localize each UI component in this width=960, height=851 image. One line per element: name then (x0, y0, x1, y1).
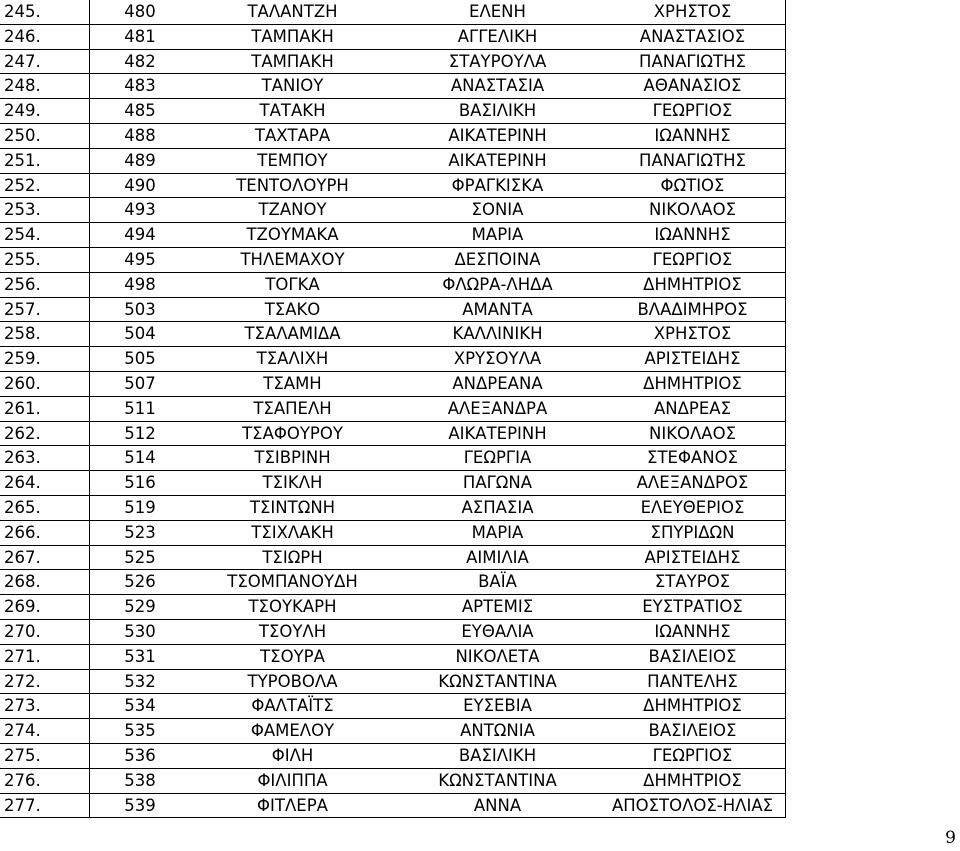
row-surname-cell: ΤΣΟΥΛΗ (190, 619, 395, 644)
table-row (0, 148, 786, 173)
table-row (0, 123, 786, 148)
table-row (0, 24, 786, 49)
row-father-name-cell: ΓΕΩΡΓΙΟΣ (600, 743, 786, 768)
row-surname-cell: ΤΣΑΦΟΥΡΟΥ (190, 421, 395, 446)
row-position-cell: 247. (0, 49, 90, 74)
table-row (0, 719, 786, 744)
row-father-name-cell: ΠΑΝΤΕΛΗΣ (600, 669, 786, 694)
row-father-name-cell: ΙΩΑΝΝΗΣ (600, 123, 786, 148)
row-father-name-cell: ΓΕΩΡΓΙΟΣ (600, 99, 786, 124)
row-first-name-cell: ΑΝΤΩΝΙΑ (395, 719, 600, 744)
row-position-cell: 259. (0, 347, 90, 372)
table-row (0, 198, 786, 223)
row-first-name-cell: ΑΙΚΑΤΕΡΙΝΗ (395, 123, 600, 148)
row-first-name-cell: ΚΑΛΛΙΝΙΚΗ (395, 322, 600, 347)
row-position-cell: 258. (0, 322, 90, 347)
table-row (0, 74, 786, 99)
row-position-cell: 277. (0, 793, 90, 818)
row-code-cell: 498 (90, 272, 191, 297)
row-position-cell: 256. (0, 272, 90, 297)
row-father-name-cell: ΑΡΙΣΤΕΙΔΗΣ (600, 347, 786, 372)
row-code-cell: 490 (90, 173, 191, 198)
row-code-cell: 530 (90, 619, 191, 644)
row-code-cell: 539 (90, 793, 191, 818)
row-first-name-cell: ΝΙΚΟΛΕΤΑ (395, 644, 600, 669)
row-surname-cell: ΤΟΓΚΑ (190, 272, 395, 297)
table-row (0, 322, 786, 347)
row-surname-cell: ΤΕΝΤΟΛΟΥΡΗ (190, 173, 395, 198)
row-code-cell: 511 (90, 396, 191, 421)
row-first-name-cell: ΑΝΑΣΤΑΣΙΑ (395, 74, 600, 99)
row-position-cell: 267. (0, 545, 90, 570)
row-position-cell: 265. (0, 495, 90, 520)
row-first-name-cell: ΒΑΪΑ (395, 570, 600, 595)
table-row (0, 347, 786, 372)
row-surname-cell: ΤΑΝΙΟΥ (190, 74, 395, 99)
row-father-name-cell: ΓΕΩΡΓΙΟΣ (600, 247, 786, 272)
row-code-cell: 535 (90, 719, 191, 744)
row-father-name-cell: ΔΗΜΗΤΡΙΟΣ (600, 272, 786, 297)
row-first-name-cell: ΑΛΕΞΑΝΔΡΑ (395, 396, 600, 421)
row-first-name-cell: ΣΟΝΙΑ (395, 198, 600, 223)
row-surname-cell: ΤΣΟΥΡΑ (190, 644, 395, 669)
row-first-name-cell: ΦΡΑΓΚΙΣΚΑ (395, 173, 600, 198)
row-surname-cell: ΤΗΛΕΜΑΧΟΥ (190, 247, 395, 272)
table-row (0, 793, 786, 818)
row-surname-cell: ΤΖΑΝΟΥ (190, 198, 395, 223)
row-code-cell: 494 (90, 223, 191, 248)
row-father-name-cell: ΑΝΔΡΕΑΣ (600, 396, 786, 421)
row-father-name-cell: ΑΝΑΣΤΑΣΙΟΣ (600, 24, 786, 49)
row-position-cell: 271. (0, 644, 90, 669)
row-code-cell: 495 (90, 247, 191, 272)
row-first-name-cell: ΕΥΘΑΛΙΑ (395, 619, 600, 644)
row-first-name-cell: ΜΑΡΙΑ (395, 520, 600, 545)
row-position-cell: 276. (0, 768, 90, 793)
row-first-name-cell: ΒΑΣΙΛΙΚΗ (395, 99, 600, 124)
row-first-name-cell: ΔΕΣΠΟΙΝΑ (395, 247, 600, 272)
row-first-name-cell: ΣΤΑΥΡΟΥΛΑ (395, 49, 600, 74)
row-first-name-cell: ΧΡΥΣΟΥΛΑ (395, 347, 600, 372)
row-code-cell: 519 (90, 495, 191, 520)
row-surname-cell: ΤΣΑΜΗ (190, 371, 395, 396)
row-first-name-cell: ΠΑΓΩΝΑ (395, 471, 600, 496)
table-row (0, 49, 786, 74)
row-father-name-cell: ΠΑΝΑΓΙΩΤΗΣ (600, 49, 786, 74)
row-code-cell: 531 (90, 644, 191, 669)
row-first-name-cell: ΚΩΝΣΤΑΝΤΙΝΑ (395, 669, 600, 694)
table-row (0, 0, 786, 24)
row-father-name-cell: ΙΩΑΝΝΗΣ (600, 619, 786, 644)
row-surname-cell: ΤΣΟΥΚΑΡΗ (190, 595, 395, 620)
row-father-name-cell: ΕΥΣΤΡΑΤΙΟΣ (600, 595, 786, 620)
row-surname-cell: ΦΙΛΗ (190, 743, 395, 768)
row-code-cell: 481 (90, 24, 191, 49)
row-surname-cell: ΤΑΤΑΚΗ (190, 99, 395, 124)
table-row (0, 99, 786, 124)
row-position-cell: 250. (0, 123, 90, 148)
row-surname-cell: ΤΑΜΠΑΚΗ (190, 24, 395, 49)
table-row (0, 768, 786, 793)
row-surname-cell: ΦΙΛΙΠΠΑ (190, 768, 395, 793)
row-code-cell: 525 (90, 545, 191, 570)
row-father-name-cell: ΒΑΣΙΛΕΙΟΣ (600, 644, 786, 669)
row-surname-cell: ΤΣΑΛΑΜΙΔΑ (190, 322, 395, 347)
row-position-cell: 264. (0, 471, 90, 496)
row-surname-cell: ΤΑΧΤΑΡΑ (190, 123, 395, 148)
row-code-cell: 493 (90, 198, 191, 223)
table-row (0, 173, 786, 198)
row-position-cell: 273. (0, 694, 90, 719)
row-father-name-cell: ΠΑΝΑΓΙΩΤΗΣ (600, 148, 786, 173)
row-code-cell: 480 (90, 0, 191, 24)
table-row (0, 247, 786, 272)
row-code-cell: 534 (90, 694, 191, 719)
row-position-cell: 260. (0, 371, 90, 396)
row-code-cell: 507 (90, 371, 191, 396)
row-first-name-cell: ΒΑΣΙΛΙΚΗ (395, 743, 600, 768)
row-father-name-cell: ΝΙΚΟΛΑΟΣ (600, 198, 786, 223)
row-position-cell: 251. (0, 148, 90, 173)
row-father-name-cell: ΣΤΑΥΡΟΣ (600, 570, 786, 595)
row-first-name-cell: ΑΝΝΑ (395, 793, 600, 818)
row-surname-cell: ΤΖΟΥΜΑΚΑ (190, 223, 395, 248)
table-row (0, 272, 786, 297)
row-position-cell: 268. (0, 570, 90, 595)
row-surname-cell: ΤΣΑΛΙΧΗ (190, 347, 395, 372)
row-first-name-cell: ΜΑΡΙΑ (395, 223, 600, 248)
table-row (0, 446, 786, 471)
row-surname-cell: ΤΣΙΚΛΗ (190, 471, 395, 496)
table-row (0, 694, 786, 719)
row-father-name-cell: ΦΩΤΙΟΣ (600, 173, 786, 198)
row-position-cell: 270. (0, 619, 90, 644)
row-surname-cell: ΦΑΜΕΛΟΥ (190, 719, 395, 744)
row-code-cell: 532 (90, 669, 191, 694)
row-code-cell: 523 (90, 520, 191, 545)
table-row (0, 471, 786, 496)
table-row (0, 669, 786, 694)
row-code-cell: 526 (90, 570, 191, 595)
row-father-name-cell: ΧΡΗΣΤΟΣ (600, 0, 786, 24)
table-row (0, 396, 786, 421)
row-first-name-cell: ΑΙΚΑΤΕΡΙΝΗ (395, 148, 600, 173)
row-father-name-cell: ΔΗΜΗΤΡΙΟΣ (600, 371, 786, 396)
table-row (0, 421, 786, 446)
row-position-cell: 252. (0, 173, 90, 198)
table-row (0, 223, 786, 248)
row-code-cell: 483 (90, 74, 191, 99)
row-code-cell: 538 (90, 768, 191, 793)
row-father-name-cell: ΔΗΜΗΤΡΙΟΣ (600, 694, 786, 719)
row-first-name-cell: ΑΙΚΑΤΕΡΙΝΗ (395, 421, 600, 446)
row-position-cell: 249. (0, 99, 90, 124)
row-position-cell: 257. (0, 297, 90, 322)
row-father-name-cell: ΑΘΑΝΑΣΙΟΣ (600, 74, 786, 99)
row-surname-cell: ΤΣΟΜΠΑΝΟΥΔΗ (190, 570, 395, 595)
row-code-cell: 504 (90, 322, 191, 347)
row-first-name-cell: ΑΝΔΡΕΑΝΑ (395, 371, 600, 396)
row-first-name-cell: ΑΜΑΝΤΑ (395, 297, 600, 322)
row-surname-cell: ΤΑΛΑΝΤΖΗ (190, 0, 395, 24)
row-position-cell: 254. (0, 223, 90, 248)
table-row (0, 743, 786, 768)
row-father-name-cell: ΣΤΕΦΑΝΟΣ (600, 446, 786, 471)
row-position-cell: 263. (0, 446, 90, 471)
row-code-cell: 503 (90, 297, 191, 322)
table-row (0, 520, 786, 545)
row-position-cell: 272. (0, 669, 90, 694)
row-father-name-cell: ΣΠΥΡΙΔΩΝ (600, 520, 786, 545)
row-first-name-cell: ΕΛΕΝΗ (395, 0, 600, 24)
row-position-cell: 261. (0, 396, 90, 421)
row-first-name-cell: ΑΙΜΙΛΙΑ (395, 545, 600, 570)
row-father-name-cell: ΝΙΚΟΛΑΟΣ (600, 421, 786, 446)
row-code-cell: 512 (90, 421, 191, 446)
row-position-cell: 269. (0, 595, 90, 620)
row-surname-cell: ΤΣΙΧΛΑΚΗ (190, 520, 395, 545)
row-position-cell: 255. (0, 247, 90, 272)
table-row (0, 495, 786, 520)
row-code-cell: 529 (90, 595, 191, 620)
row-position-cell: 275. (0, 743, 90, 768)
row-surname-cell: ΤΣΑΚΟ (190, 297, 395, 322)
table-row (0, 595, 786, 620)
page-number: 9 (945, 828, 956, 848)
row-first-name-cell: ΑΓΓΕΛΙΚΗ (395, 24, 600, 49)
row-code-cell: 505 (90, 347, 191, 372)
row-surname-cell: ΤΥΡΟΒΟΛΑ (190, 669, 395, 694)
row-father-name-cell: ΧΡΗΣΤΟΣ (600, 322, 786, 347)
row-surname-cell: ΤΣΑΠΕΛΗ (190, 396, 395, 421)
row-first-name-cell: ΦΛΩΡΑ-ΛΗΔΑ (395, 272, 600, 297)
row-position-cell: 253. (0, 198, 90, 223)
row-code-cell: 516 (90, 471, 191, 496)
row-position-cell: 262. (0, 421, 90, 446)
row-code-cell: 536 (90, 743, 191, 768)
row-position-cell: 245. (0, 0, 90, 24)
row-father-name-cell: ΕΛΕΥΘΕΡΙΟΣ (600, 495, 786, 520)
row-father-name-cell: ΒΛΑΔΙΜΗΡΟΣ (600, 297, 786, 322)
row-father-name-cell: ΑΛΕΞΑΝΔΡΟΣ (600, 471, 786, 496)
table-row (0, 545, 786, 570)
row-surname-cell: ΦΑΛΤΑΪΤΣ (190, 694, 395, 719)
row-surname-cell: ΤΣΙΒΡΙΝΗ (190, 446, 395, 471)
row-surname-cell: ΤΣΙΝΤΩΝΗ (190, 495, 395, 520)
row-father-name-cell: ΔΗΜΗΤΡΙΟΣ (600, 768, 786, 793)
row-code-cell: 489 (90, 148, 191, 173)
row-position-cell: 248. (0, 74, 90, 99)
row-father-name-cell: ΙΩΑΝΝΗΣ (600, 223, 786, 248)
row-code-cell: 514 (90, 446, 191, 471)
row-position-cell: 266. (0, 520, 90, 545)
table-row (0, 570, 786, 595)
row-code-cell: 482 (90, 49, 191, 74)
table-row (0, 297, 786, 322)
row-code-cell: 488 (90, 123, 191, 148)
row-first-name-cell: ΚΩΝΣΤΑΝΤΙΝΑ (395, 768, 600, 793)
row-father-name-cell: ΒΑΣΙΛΕΙΟΣ (600, 719, 786, 744)
row-father-name-cell: ΑΡΙΣΤΕΙΔΗΣ (600, 545, 786, 570)
table-row (0, 619, 786, 644)
row-first-name-cell: ΓΕΩΡΓΙΑ (395, 446, 600, 471)
row-surname-cell: ΤΕΜΠΟΥ (190, 148, 395, 173)
row-father-name-cell: ΑΠΟΣΤΟΛΟΣ-ΗΛΙΑΣ (600, 793, 786, 818)
row-surname-cell: ΤΣΙΩΡΗ (190, 545, 395, 570)
row-first-name-cell: ΑΣΠΑΣΙΑ (395, 495, 600, 520)
row-position-cell: 274. (0, 719, 90, 744)
row-first-name-cell: ΑΡΤΕΜΙΣ (395, 595, 600, 620)
row-surname-cell: ΤΑΜΠΑΚΗ (190, 49, 395, 74)
row-position-cell: 246. (0, 24, 90, 49)
row-code-cell: 485 (90, 99, 191, 124)
table-row (0, 371, 786, 396)
table-row (0, 644, 786, 669)
row-surname-cell: ΦΙΤΛΕΡΑ (190, 793, 395, 818)
row-first-name-cell: ΕΥΣΕΒΙΑ (395, 694, 600, 719)
